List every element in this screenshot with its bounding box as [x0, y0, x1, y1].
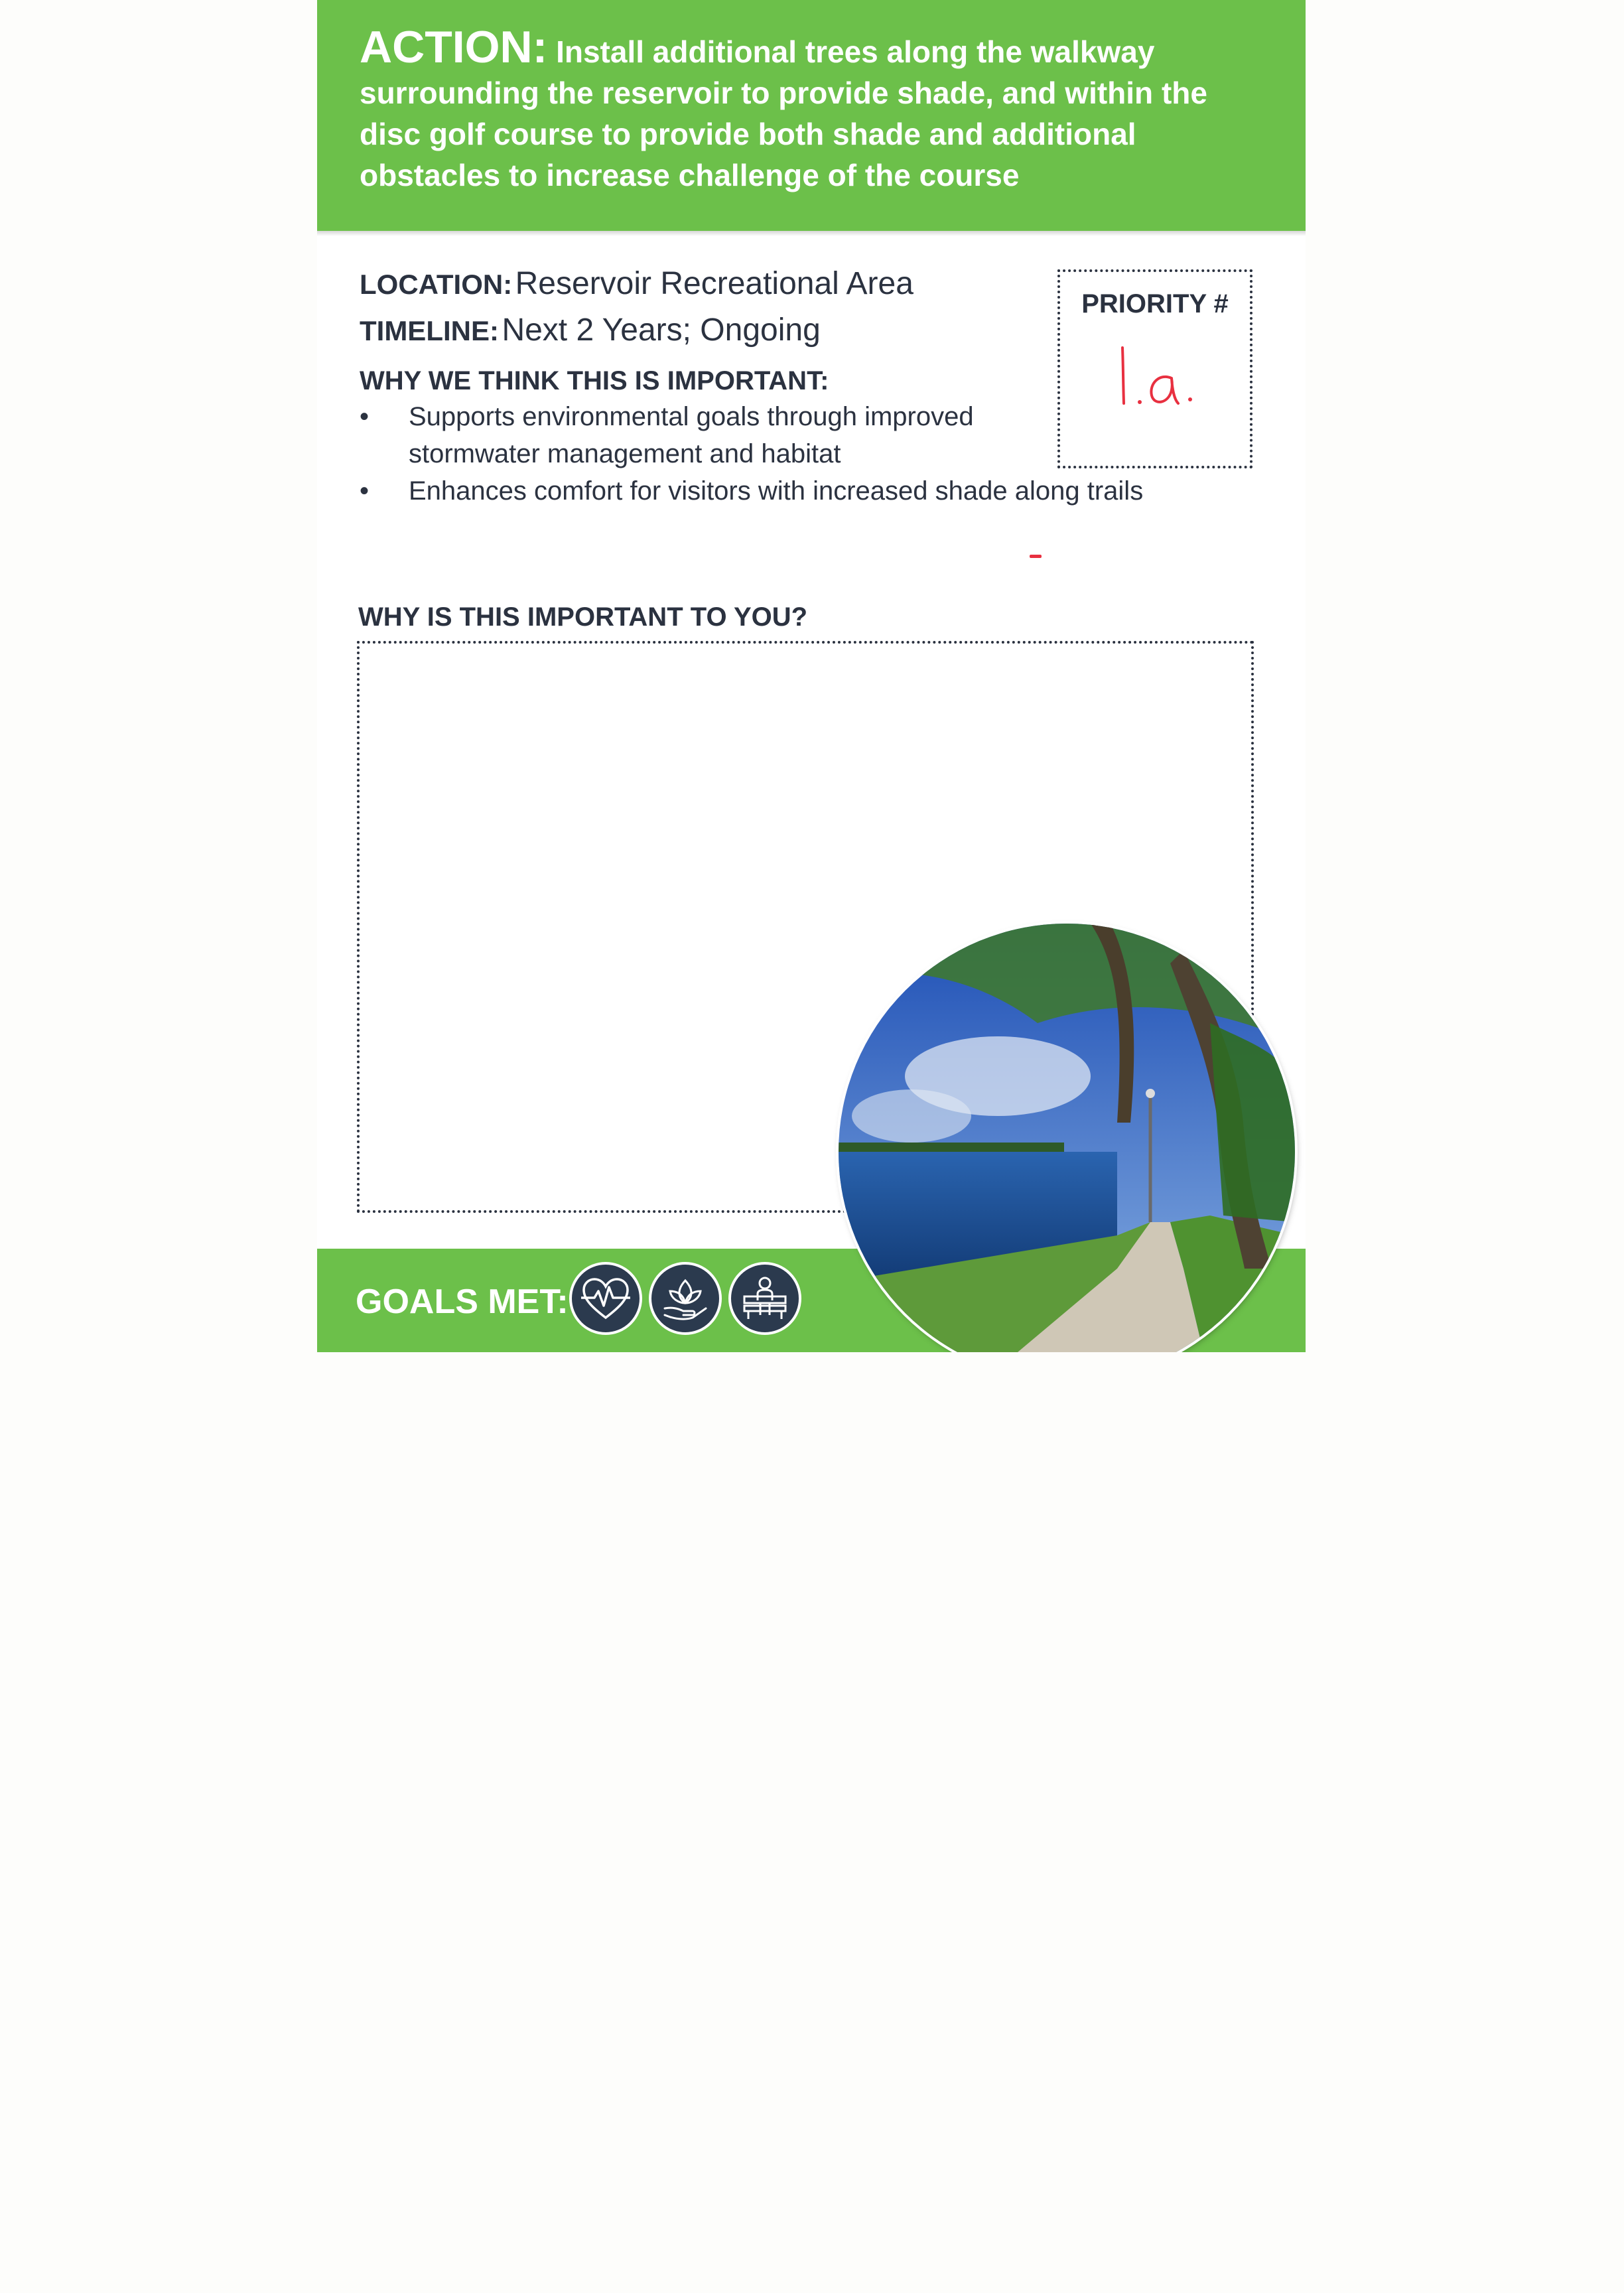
action-text: Install additional trees along the walkway surrounding the reservoir to provide shade, and within the disc golf course to provide both shade and additional obstacles to increase challenge of the course [360, 35, 1207, 192]
person-bench-icon [728, 1262, 801, 1335]
location-line [360, 265, 914, 302]
priority-label: PRIORITY # [1081, 289, 1229, 318]
handwritten-priority-value [1103, 338, 1215, 411]
timeline-value: Next 2 Years; Ongoing [502, 313, 821, 348]
stray-ink-mark [1030, 555, 1042, 558]
action-statement [360, 22, 1275, 196]
goals-label: GOALS MET: [356, 1283, 569, 1321]
location-label: LOCATION: [360, 269, 513, 300]
heart-health-icon [569, 1262, 642, 1335]
plant-in-hand-icon [649, 1262, 722, 1335]
why-important-heading: WHY WE THINK THIS IS IMPORTANT: [360, 366, 829, 395]
header-divider [317, 231, 1306, 236]
action-card [317, 0, 1306, 1352]
why-important-bullet: • Supports environmental goals through improved stormwater management and habitat [360, 398, 1006, 472]
why-you-heading: WHY IS THIS IMPORTANT TO YOU? [358, 602, 808, 632]
timeline-line [360, 312, 821, 348]
location-value: Reservoir Recreational Area [515, 266, 914, 301]
action-header [317, 0, 1306, 231]
priority-box[interactable] [1057, 269, 1252, 468]
why-important-bullet: • Enhances comfort for visitors with increased shade along trails [360, 472, 1288, 510]
action-label: ACTION: [360, 22, 548, 72]
timeline-label: TIMELINE: [360, 315, 499, 346]
